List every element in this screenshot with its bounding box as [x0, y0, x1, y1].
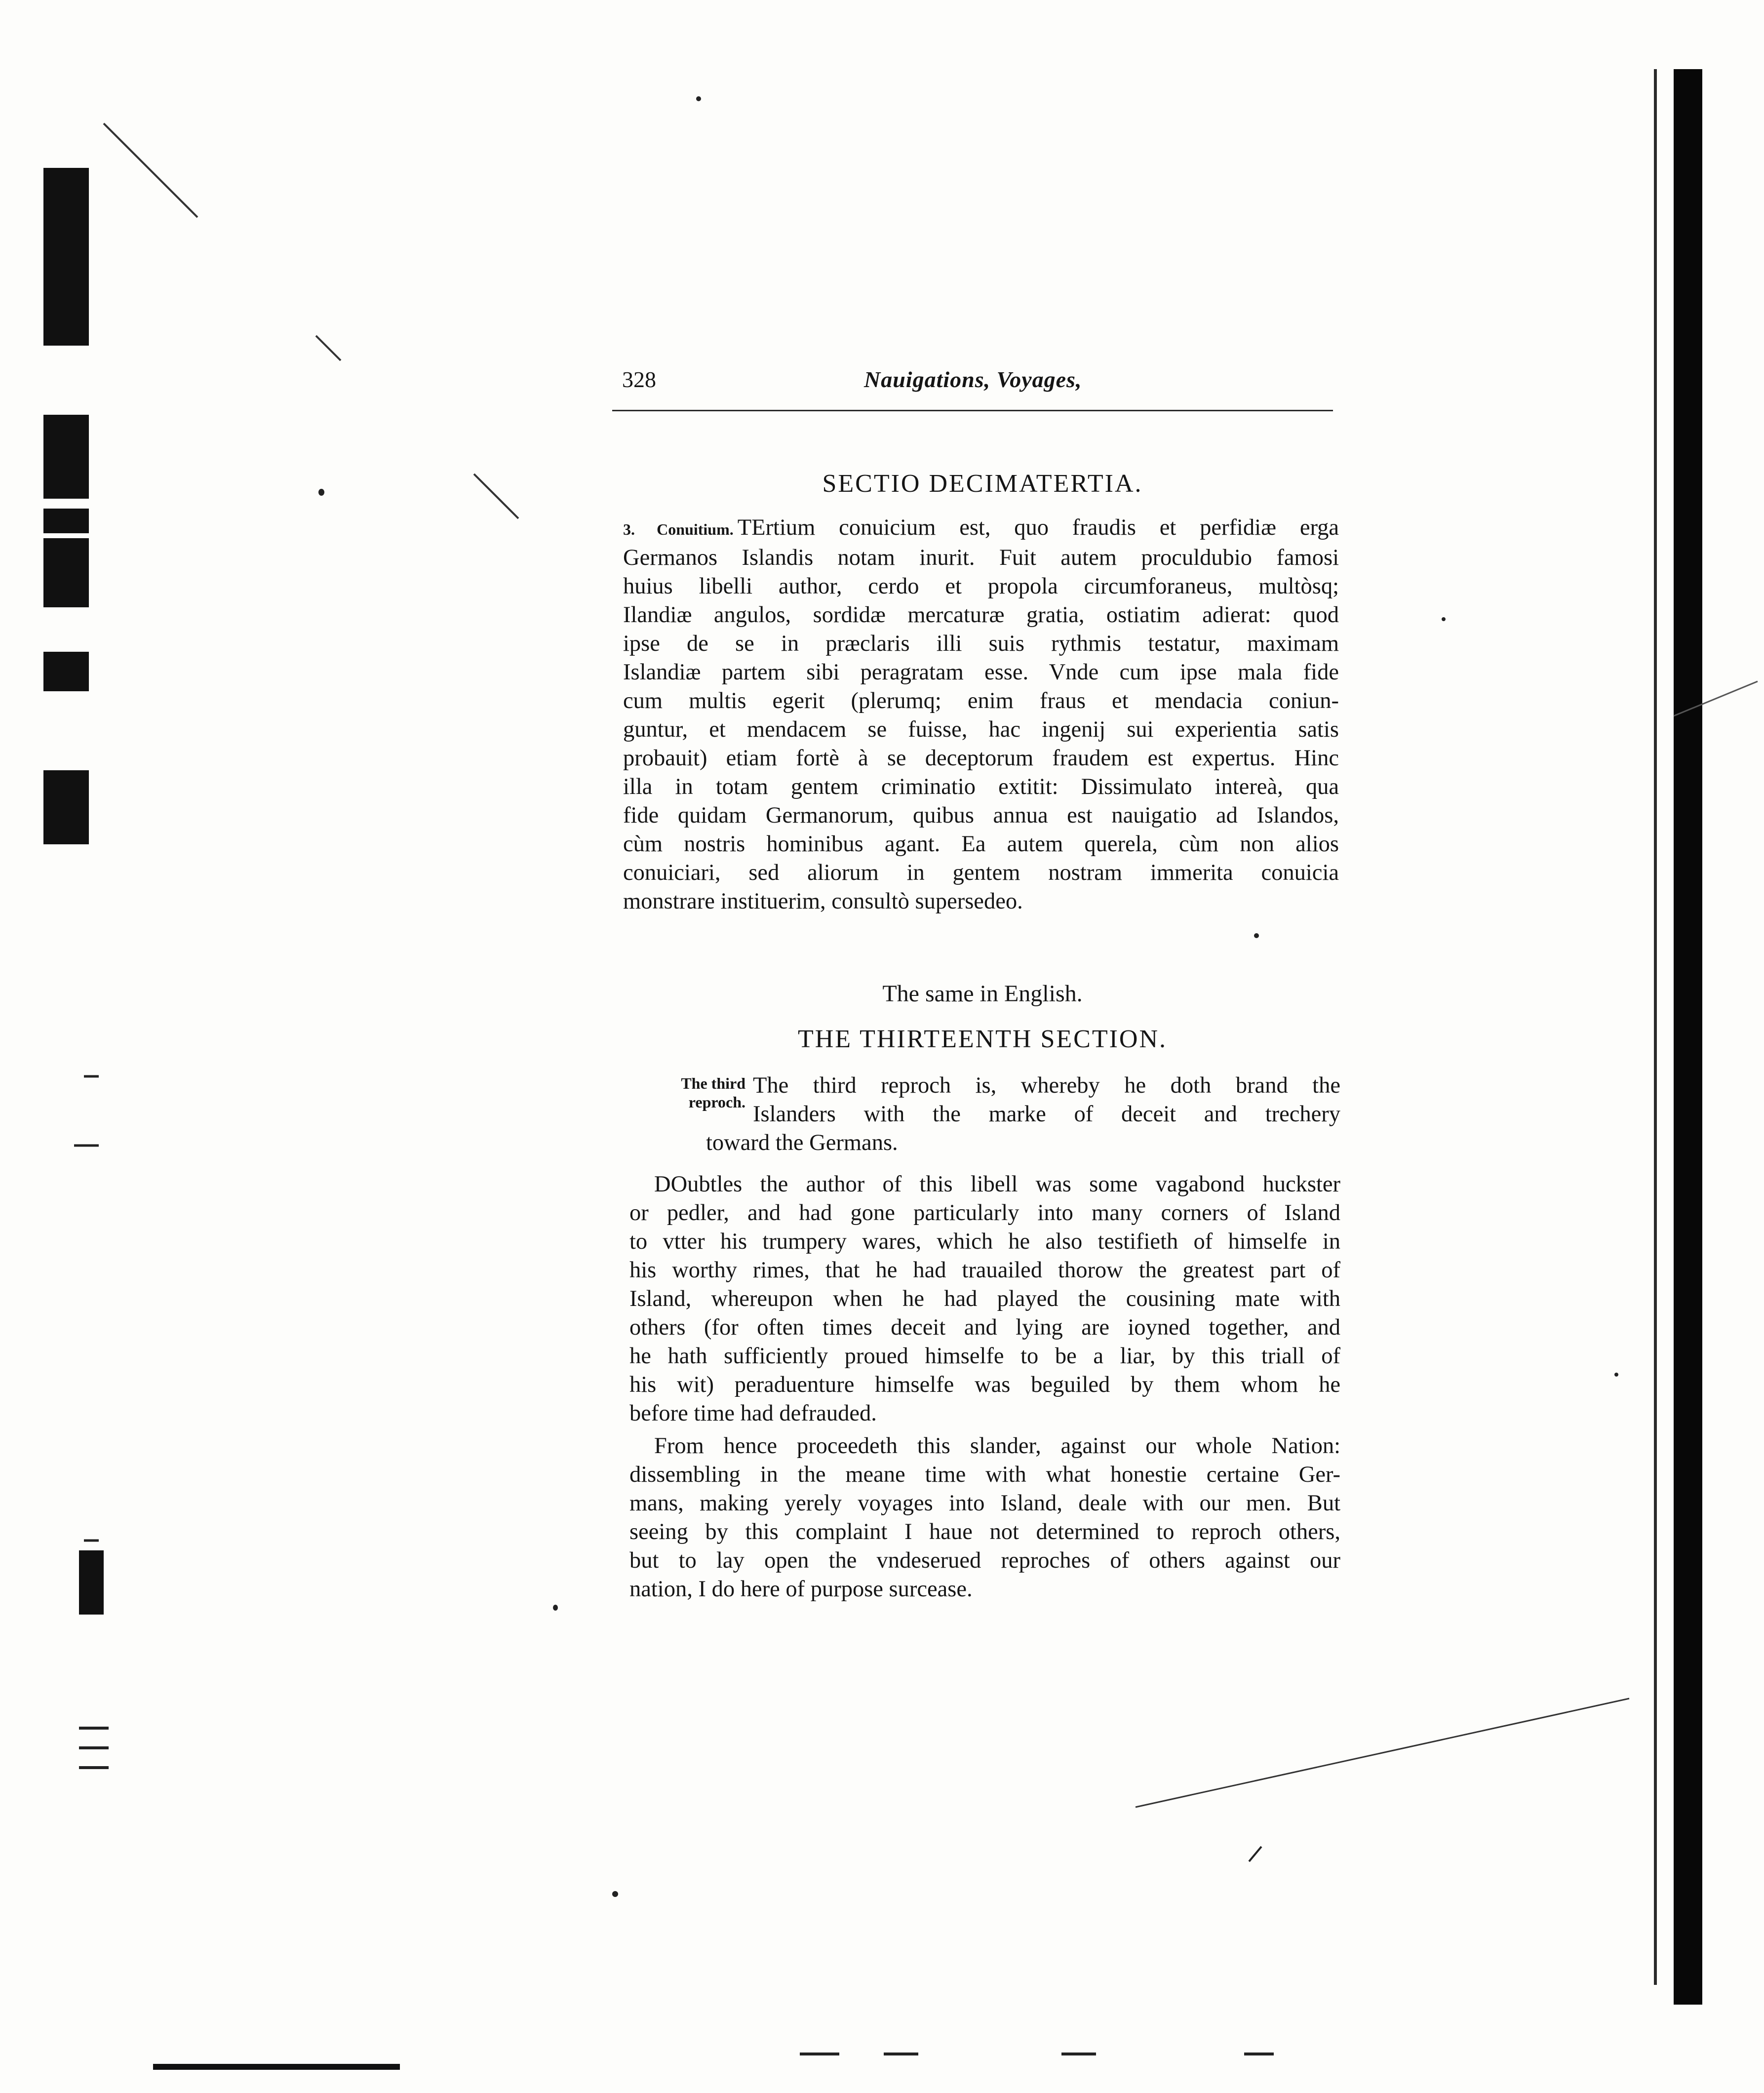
text-line: to vtter his trumpery wares, which he also testifieth of himselfe in	[629, 1229, 1340, 1254]
text-line: Ilandiæ angulos, sordidæ mercaturæ gratia, ostiatim adierat: quod	[623, 602, 1339, 628]
text-line: guntur, et mendacem se fuisse, hac ingenij sui experientia satis	[623, 717, 1339, 742]
text-line: 3. Conuitium. TErtium conuicium est, quo fraudis et perfidiæ erga	[623, 515, 1339, 540]
text-line: Islanders with the marke of deceit and trechery	[753, 1102, 1340, 1127]
header-rule	[612, 410, 1333, 411]
same-in-english-label: The same in English.	[882, 981, 1083, 1007]
text-line: cum multis egerit (plerumq; enim fraus et mendacia coniun-	[623, 688, 1339, 713]
text-line: probauit) etiam fortè à se deceptorum fraudem est expertus. Hinc	[623, 746, 1339, 771]
text-line: toward the Germans.	[706, 1130, 898, 1155]
text-line: seeing by this complaint I haue not determined to reproch others,	[629, 1519, 1340, 1544]
scan-speck	[696, 96, 701, 101]
page-number: 328	[622, 367, 656, 392]
text-line: Germanos Islandis notam inurit. Fuit autem proculdubio famosi	[623, 545, 1339, 570]
scan-speck	[1614, 1373, 1618, 1377]
scan-speck	[1442, 617, 1446, 621]
text-line: cùm nostris hominibus agant. Ea autem querela, cùm non alios	[623, 831, 1339, 857]
text-line: or pedler, and had gone particularly into many corners of Island	[629, 1200, 1340, 1225]
text-line: ipse de se in præclaris illi suis rythmis testatur, maximam	[623, 631, 1339, 656]
marginal-note-conuitium: 3. Conuitium.	[623, 520, 734, 538]
scan-speck	[612, 1891, 618, 1897]
text-line: DOubtles the author of this libell was some vagabond huckster	[654, 1172, 1340, 1197]
text-line: illa in totam gentem criminatio extitit: Dissimulato intereà, qua	[623, 774, 1339, 799]
running-head	[622, 360, 1343, 405]
text-line: others (for often times deceit and lying are ioyned together, and	[629, 1315, 1340, 1340]
english-paragraph-1	[629, 1170, 1340, 1428]
scan-speck	[553, 1605, 558, 1611]
text-line: dissembling in the meane time with what honestie certaine Ger-	[629, 1462, 1340, 1487]
text-line: huius libelli author, cerdo et propola circumforaneus, multòsq;	[623, 574, 1339, 599]
running-title: Nauigations, Voyages,	[864, 367, 1082, 392]
text-line: fide quidam Germanorum, quibus annua est nauigatio ad Islandos,	[623, 803, 1339, 828]
text-line: The third reproch is, whereby he doth brand the	[753, 1073, 1340, 1098]
english-paragraph-2	[629, 1432, 1340, 1604]
scan-speck	[1254, 933, 1259, 938]
text-line: From hence proceedeth this slander, against our whole Nation:	[654, 1433, 1340, 1459]
text-line: his wit) peraduenture himselfe was beguiled by them whom he	[629, 1372, 1340, 1397]
text-line: conuiciari, sed aliorum in gentem nostram immerita conuicia	[623, 860, 1339, 885]
text-line: Island, whereupon when he had played the cousining mate with	[629, 1286, 1340, 1311]
english-section-heading: THE THIRTEENTH SECTION.	[797, 1025, 1168, 1053]
text-line: mans, making yerely voyages into Island, deale with our men. But	[629, 1491, 1340, 1516]
section-summary	[706, 1071, 1340, 1157]
latin-paragraph	[623, 513, 1339, 916]
text-line: before time had defrauded.	[629, 1401, 877, 1426]
text-line: Islandiæ partem sibi peragratam esse. Vnde cum ipse mala fide	[623, 660, 1339, 685]
text-line: but to lay open the vndeserued reproches of others against our	[629, 1548, 1340, 1573]
latin-section-heading: SECTIO DECIMATERTIA.	[822, 470, 1143, 498]
scan-speck	[318, 489, 324, 496]
text-line: his worthy rimes, that he had trauailed thorow the greatest part of	[629, 1258, 1340, 1283]
text-line: nation, I do here of purpose surcease.	[629, 1577, 973, 1602]
text-line: he hath sufficiently proued himselfe to be a liar, by this triall of	[629, 1343, 1340, 1369]
text-line: monstrare instituerim, consultò supersedeo.	[623, 889, 1023, 914]
sidenote-third-reproch: The third reproch.	[681, 1074, 745, 1111]
